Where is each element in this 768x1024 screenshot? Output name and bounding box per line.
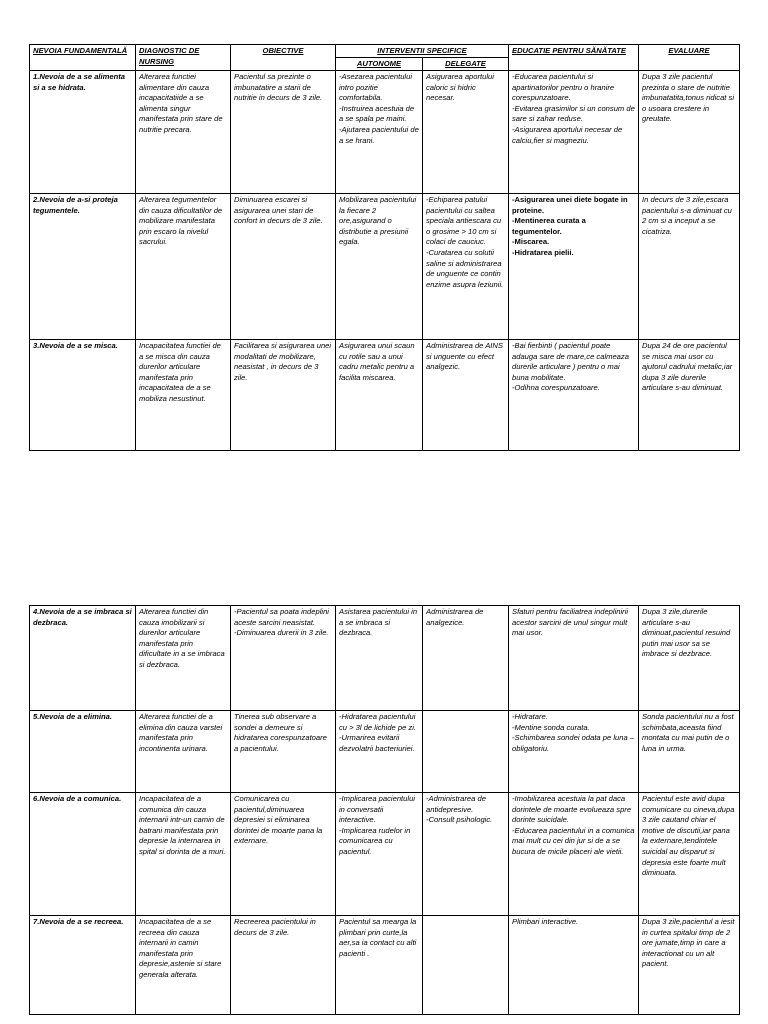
autonomous-cell-line: Asistarea pacientului in a se imbraca si dezbraca. — [339, 607, 418, 638]
diagnosis-cell: Alterarea functiei de a elimina din cauza varstei manifestata prin incontinenta urinara. — [136, 711, 231, 793]
autonomous-cell-line: Mobilizarea pacientului la fiecare 2 ore,asigurand o distributie a presiunii egala. — [339, 195, 417, 247]
autonomous-cell-line: -Implicarea rudelor in comunicarea cu pacientul. — [339, 825, 411, 856]
objectives-cell: Pacientul sa prezinte o imbunatatire a starii de nutritie in decurs de 3 zile. — [231, 71, 336, 194]
evaluation-cell: Dupa 3 zile,pacientul a iesit in curtea spitalui timp de 2 ore jumate,timp in care a interactionat cu un alt pacient. — [639, 916, 740, 1015]
delegated-cell-line: -Echiparea patului pacientului cu saltea speciala antiescara cu o grosime > 10 cm si colaci de cauciuc. — [426, 195, 502, 247]
education-cell-line: -Educarea pacientului in a comunica mai mult cu cei din jur si de a se bucura de micile placeri ale vietii. — [512, 825, 635, 856]
delegated-cell — [423, 194, 509, 340]
evaluation-cell: Sonda pacientului nu a fost schimbata,aceasta fiind montata cu mai putin de o luna in urma. — [639, 711, 740, 793]
education-cell — [509, 340, 639, 451]
header-delegated: DELEGATE — [423, 58, 509, 71]
education-cell-line: -Asigurarea aportului necesar de calciu,fier si magneziu. — [512, 124, 623, 145]
table-row — [30, 916, 740, 1015]
need-cell: 1.Nevoia de a se alimenta si a se hidrata. — [30, 71, 136, 194]
autonomous-cell-line: -Asezarea pacientului intro pozitie comfortabila. — [339, 72, 413, 103]
education-cell-line: -Mentinerea curata a tegumentelor. — [512, 216, 586, 236]
table-row — [30, 340, 740, 451]
need-cell: 2.Nevoia de a-si proteja tegumentele. — [30, 194, 136, 340]
autonomous-cell-line: -Ajutarea pacientului de a se hrani. — [339, 124, 419, 145]
header-evaluation: EVALUARE — [639, 45, 740, 71]
objectives-cell-line: Recreerea pacientului in decurs de 3 zile. — [234, 917, 316, 937]
delegated-cell-line: -Curatarea cu solutii saline si administrarea de unguente ce contin enzime asupra leziunii. — [426, 247, 504, 289]
education-cell — [509, 793, 639, 916]
evaluation-cell: Pacientul este avid dupa comunicare cu cineva,dupa 3 zile cautand chiar el motive de discutii,iar pana la externare,tendintele suicidal au disparut si depresia este foarte mult diminuata. — [639, 793, 740, 916]
delegated-cell-line: Asigurarea aportului caloric si hidric necesar. — [426, 72, 494, 103]
education-cell-line: -Hidratare. — [512, 712, 548, 721]
objectives-cell — [231, 916, 336, 1015]
diagnosis-cell: Incapacitatea de a se recreea din cauza internarii in camin manifestata prin depresie,astenie si stare generala alterata. — [136, 916, 231, 1015]
objectives-cell: Diminuarea escarei si asigurarea unei stari de confort in decurs de 3 zile. — [231, 194, 336, 340]
education-cell-line: -Miscarea. — [512, 237, 550, 247]
objectives-cell-line: Tinerea sub observare a sondei a demeure si hidratarea corespunzatoare a pacientului. — [234, 712, 327, 753]
education-cell-line: Sfaturi pentru faciliatrea indeplinirii acestor sarcini de unul singur mult mai usor. — [512, 607, 629, 638]
autonomous-cell — [336, 340, 423, 451]
objectives-cell-line: -Pacientul sa poata indeplini aceste sarcini neasistat. — [234, 607, 329, 627]
autonomous-cell-line: -Urmarirea evitarii dezvolatrii bacteriuriei. — [339, 733, 415, 753]
education-cell — [509, 71, 639, 194]
need-cell: 7.Nevoia de a se recreea. — [30, 916, 136, 1015]
table-row — [30, 71, 740, 194]
objectives-cell-line: -Diminuarea durerii in 3 zile. — [234, 628, 329, 638]
header-objectives: OBIECTIVE — [231, 45, 336, 71]
delegated-cell-line: -Consult psihologic. — [426, 815, 493, 825]
objectives-cell — [231, 711, 336, 793]
objectives-cell — [231, 793, 336, 916]
autonomous-cell-line: -Implicarea pacientului in conversatii interactive. — [339, 794, 415, 825]
evaluation-cell: Dupa 3 zile pacientul prezinta o stare de nutritie imbunatatita,tonus ridicat si o usoara crestere in greutate. — [639, 71, 740, 194]
delegated-cell-line: Administrarea de AINS si unguente cu efect analgezic. — [426, 341, 503, 372]
autonomous-cell-line: -Hidratarea pacientului cu > 3l de lichide pe zi. — [339, 712, 417, 732]
header-education: EDUCATIE PENTRU SĂNĂTATE — [509, 45, 639, 71]
evaluation-cell: In decurs de 3 zile,escara pacientului s-a diminuat cu 2 cm si a inceput a se cicatriza. — [639, 194, 740, 340]
header-need: NEVOIA FUNDAMENTALĂ — [30, 45, 136, 71]
need-cell: 3.Nevoia de a se misca. — [30, 340, 136, 451]
delegated-cell-line: Administrarea de analgezice. — [426, 607, 484, 627]
delegated-cell — [423, 340, 509, 451]
delegated-cell-line: -Administrarea de antidepresive. — [426, 794, 486, 814]
education-cell-line: -Hidratarea pielii. — [512, 247, 574, 257]
diagnosis-cell: Alterarea functiei alimentare din cauza incapacitatiide a se alimenta singur manifestata prin stare de nutritie precara. — [136, 71, 231, 194]
autonomous-cell — [336, 71, 423, 194]
autonomous-cell — [336, 793, 423, 916]
autonomous-cell-line: Pacientul sa mearga la plimbari prin curte,la aer,sa ia contact cu alti pacienti . — [339, 917, 417, 958]
diagnosis-cell: Incapacitatea de a comunica din cauza internarii intr-un camin de batrani manifestata prin depresie la internarea in spital si dorinta de a muri. — [136, 793, 231, 916]
diagnosis-cell: Alterarea functiei din cauza imobilizarii si durerilor articulare manifestata prin dificultate in a se imbraca si dezbraca. — [136, 606, 231, 711]
delegated-cell — [423, 606, 509, 711]
care-plan-table-page-1 — [29, 44, 740, 451]
delegated-cell — [423, 793, 509, 916]
table-row — [30, 606, 740, 711]
care-plan-table-page-2 — [29, 605, 740, 1015]
delegated-cell — [423, 711, 509, 793]
education-cell-line: -Bai fierbinti ( pacientul poate adauga sare de mare,ce calmeaza durerile articulare ) pentru o mai buna mobilitate. — [512, 341, 629, 382]
evaluation-cell: Dupa 3 zile,durerile articulare s-au diminuat,pacientul resuind putin mai usor sa se imbrace si dezbrace. — [639, 606, 740, 711]
need-cell: 5.Nevoia de a elimina. — [30, 711, 136, 793]
autonomous-cell — [336, 606, 423, 711]
education-cell-line: -Schimbarea sondei odata pe luna – obligatoriu. — [512, 733, 635, 753]
objectives-cell: Facilitarea si asigurarea unei modalitati de mobilizare, neasistat , in decurs de 3 zile. — [231, 340, 336, 451]
autonomous-cell-line: -Instruirea acestuia de a se spala pe maini. — [339, 103, 415, 124]
objectives-cell-line: Comunicarea cu pacientul,diminuarea depresiei si eliminarea dorintei de moarte pana la externare. — [234, 794, 323, 846]
education-cell — [509, 711, 639, 793]
table-row — [30, 711, 740, 793]
table-row — [30, 194, 740, 340]
need-cell: 6.Nevoia de a comunica. — [30, 793, 136, 916]
need-cell: 4.Nevoia de a se imbraca si dezbraca. — [30, 606, 136, 711]
autonomous-cell — [336, 711, 423, 793]
education-cell-line: Plimbari interactive. — [512, 917, 579, 926]
delegated-cell — [423, 916, 509, 1015]
education-cell-line: -Educarea pacientului si apartinatorilor pentru o hranire corespunzatoare. — [512, 72, 615, 103]
autonomous-cell — [336, 194, 423, 340]
education-cell-line: -Asigurarea unei diete bogate in proteine. — [512, 195, 628, 215]
education-cell — [509, 194, 639, 340]
table-row — [30, 793, 740, 916]
education-cell-line: -Odihna corespunzatoare. — [512, 383, 600, 393]
education-cell-line: -Imobilizarea acestuia la pat daca dorintele de moarte evolueaza spre dorinte suicidale. — [512, 794, 632, 825]
education-cell — [509, 606, 639, 711]
education-cell-line: -Evitarea grasimilor si un consum de sare si zahar reduse. — [512, 103, 635, 124]
header-diagnosis: DIAGNOSTIC DE NURSING — [136, 45, 231, 71]
diagnosis-cell: Incapacitatea functiei de a se misca din cauza durerilor articulare manifestata prin incapacitatea de a se mobiliza nesustinut. — [136, 340, 231, 451]
header-interventions: INTERVENTII SPECIFICE — [336, 45, 509, 58]
education-cell — [509, 916, 639, 1015]
delegated-cell — [423, 71, 509, 194]
evaluation-cell: Dupa 24 de ore pacientul se misca mai usor cu ajutorul cadrului metalic,iar dupa 3 zile durerile articulare s-au diminuat. — [639, 340, 740, 451]
autonomous-cell — [336, 916, 423, 1015]
education-cell-line: -Mentine sonda curata. — [512, 722, 590, 732]
objectives-cell — [231, 606, 336, 711]
diagnosis-cell: Alterarea tegumentelor din cauza dificultatilor de mobilizare manifestata prin escaro la nivelul sacrului. — [136, 194, 231, 340]
autonomous-cell-line: Asigurarea unui scaun cu rotile sau a unui cadru metalic pentru a facilita miscarea. — [339, 341, 415, 382]
header-autonomous: AUTONOME — [336, 58, 423, 71]
